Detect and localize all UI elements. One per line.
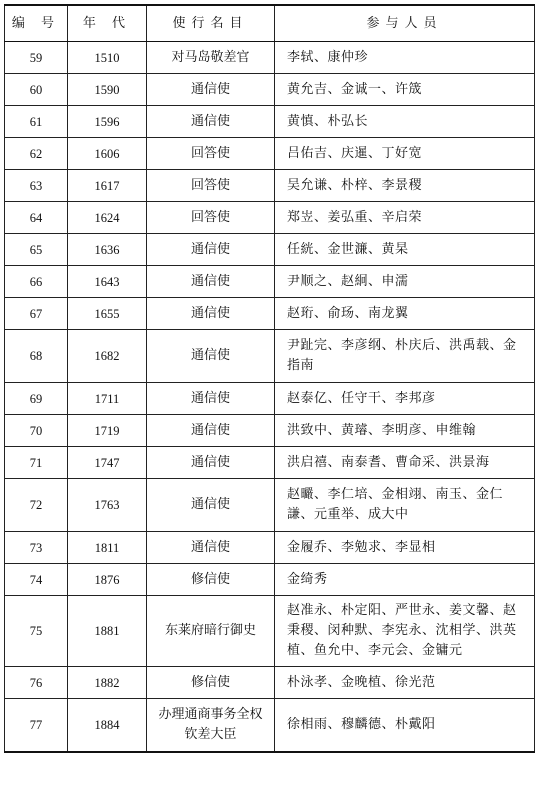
table-row bbox=[5, 415, 535, 447]
cell-mission: 通信使 bbox=[147, 415, 275, 447]
cell-people: 洪启禧、南泰耆、曹命采、洪景海 bbox=[275, 447, 535, 479]
cell-people: 洪致中、黄璿、李明彦、申维翰 bbox=[275, 415, 535, 447]
cell-year: 1596 bbox=[68, 106, 147, 138]
header-year: 年 代 bbox=[68, 5, 147, 42]
cell-year: 1747 bbox=[68, 447, 147, 479]
cell-number: 65 bbox=[5, 234, 68, 266]
cell-people: 徐相雨、穆麟德、朴戴阳 bbox=[275, 699, 535, 753]
cell-mission: 通信使 bbox=[147, 383, 275, 415]
cell-year: 1510 bbox=[68, 42, 147, 74]
cell-people: 尹趾完、李彦纲、朴庆后、洪禹载、金指南 bbox=[275, 330, 535, 383]
header-number: 编 号 bbox=[5, 5, 68, 42]
table-row bbox=[5, 447, 535, 479]
cell-mission: 通信使 bbox=[147, 74, 275, 106]
header-mission: 使行名目 bbox=[147, 5, 275, 42]
cell-mission: 回答使 bbox=[147, 170, 275, 202]
cell-number: 62 bbox=[5, 138, 68, 170]
cell-mission: 回答使 bbox=[147, 202, 275, 234]
cell-number: 59 bbox=[5, 42, 68, 74]
cell-number: 61 bbox=[5, 106, 68, 138]
cell-people: 赵珩、俞玚、南龙翼 bbox=[275, 298, 535, 330]
cell-people: 金履乔、李勉求、李显相 bbox=[275, 532, 535, 564]
cell-number: 74 bbox=[5, 564, 68, 596]
cell-year: 1811 bbox=[68, 532, 147, 564]
cell-people: 郑岦、姜弘重、辛启荣 bbox=[275, 202, 535, 234]
cell-number: 72 bbox=[5, 479, 68, 532]
cell-people: 吴允谦、朴梓、李景稷 bbox=[275, 170, 535, 202]
cell-people: 吕佑吉、庆暹、丁好宽 bbox=[275, 138, 535, 170]
cell-mission: 东莱府暗行御史 bbox=[147, 596, 275, 667]
cell-mission: 通信使 bbox=[147, 479, 275, 532]
cell-number: 66 bbox=[5, 266, 68, 298]
table-row bbox=[5, 170, 535, 202]
cell-people: 李轼、康仲珍 bbox=[275, 42, 535, 74]
table-row bbox=[5, 596, 535, 667]
table-row bbox=[5, 106, 535, 138]
table-row bbox=[5, 298, 535, 330]
cell-number: 77 bbox=[5, 699, 68, 753]
cell-people: 黄慎、朴弘长 bbox=[275, 106, 535, 138]
cell-number: 76 bbox=[5, 667, 68, 699]
table-body bbox=[5, 42, 535, 753]
cell-number: 69 bbox=[5, 383, 68, 415]
cell-mission: 通信使 bbox=[147, 234, 275, 266]
table-row bbox=[5, 667, 535, 699]
cell-mission: 通信使 bbox=[147, 266, 275, 298]
cell-mission: 通信使 bbox=[147, 447, 275, 479]
cell-number: 63 bbox=[5, 170, 68, 202]
table-row bbox=[5, 234, 535, 266]
cell-mission: 修信使 bbox=[147, 564, 275, 596]
cell-mission: 回答使 bbox=[147, 138, 275, 170]
cell-year: 1606 bbox=[68, 138, 147, 170]
cell-year: 1636 bbox=[68, 234, 147, 266]
table-row bbox=[5, 699, 535, 753]
cell-year: 1617 bbox=[68, 170, 147, 202]
cell-mission: 通信使 bbox=[147, 298, 275, 330]
table-container bbox=[4, 4, 535, 753]
cell-number: 64 bbox=[5, 202, 68, 234]
table-row bbox=[5, 74, 535, 106]
cell-year: 1643 bbox=[68, 266, 147, 298]
cell-number: 67 bbox=[5, 298, 68, 330]
cell-mission: 对马岛敬差官 bbox=[147, 42, 275, 74]
cell-mission: 通信使 bbox=[147, 106, 275, 138]
cell-mission: 修信使 bbox=[147, 667, 275, 699]
table-row bbox=[5, 42, 535, 74]
cell-number: 68 bbox=[5, 330, 68, 383]
cell-number: 73 bbox=[5, 532, 68, 564]
table-row bbox=[5, 266, 535, 298]
cell-number: 70 bbox=[5, 415, 68, 447]
cell-year: 1655 bbox=[68, 298, 147, 330]
cell-people: 赵曮、李仁培、金相翊、南玉、金仁謙、元重举、成大中 bbox=[275, 479, 535, 532]
cell-year: 1884 bbox=[68, 699, 147, 753]
cell-year: 1882 bbox=[68, 667, 147, 699]
cell-year: 1624 bbox=[68, 202, 147, 234]
cell-year: 1763 bbox=[68, 479, 147, 532]
cell-number: 71 bbox=[5, 447, 68, 479]
cell-people: 赵泰亿、任守干、李邦彦 bbox=[275, 383, 535, 415]
cell-people: 尹顺之、赵絅、申濡 bbox=[275, 266, 535, 298]
table-row bbox=[5, 564, 535, 596]
cell-people: 黄允吉、金诚一、许筬 bbox=[275, 74, 535, 106]
cell-year: 1881 bbox=[68, 596, 147, 667]
cell-mission: 通信使 bbox=[147, 532, 275, 564]
table-row bbox=[5, 330, 535, 383]
table-row bbox=[5, 138, 535, 170]
cell-people: 任絖、金世濂、黄杲 bbox=[275, 234, 535, 266]
header-row bbox=[5, 5, 535, 42]
table-row bbox=[5, 202, 535, 234]
cell-year: 1876 bbox=[68, 564, 147, 596]
cell-people: 赵准永、朴定阳、严世永、姜文馨、赵秉稷、闵种默、李宪永、沈相学、洪英植、鱼允中、李元会、金镛元 bbox=[275, 596, 535, 667]
cell-year: 1682 bbox=[68, 330, 147, 383]
cell-mission: 通信使 bbox=[147, 330, 275, 383]
cell-number: 60 bbox=[5, 74, 68, 106]
cell-mission: 办理通商事务全权钦差大臣 bbox=[147, 699, 275, 753]
header-people: 参与人员 bbox=[275, 5, 535, 42]
cell-year: 1711 bbox=[68, 383, 147, 415]
envoy-table bbox=[4, 4, 535, 753]
cell-year: 1590 bbox=[68, 74, 147, 106]
cell-number: 75 bbox=[5, 596, 68, 667]
table-row bbox=[5, 479, 535, 532]
cell-people: 朴泳孝、金晚植、徐光范 bbox=[275, 667, 535, 699]
cell-year: 1719 bbox=[68, 415, 147, 447]
table-row bbox=[5, 383, 535, 415]
cell-people: 金绮秀 bbox=[275, 564, 535, 596]
table-row bbox=[5, 532, 535, 564]
